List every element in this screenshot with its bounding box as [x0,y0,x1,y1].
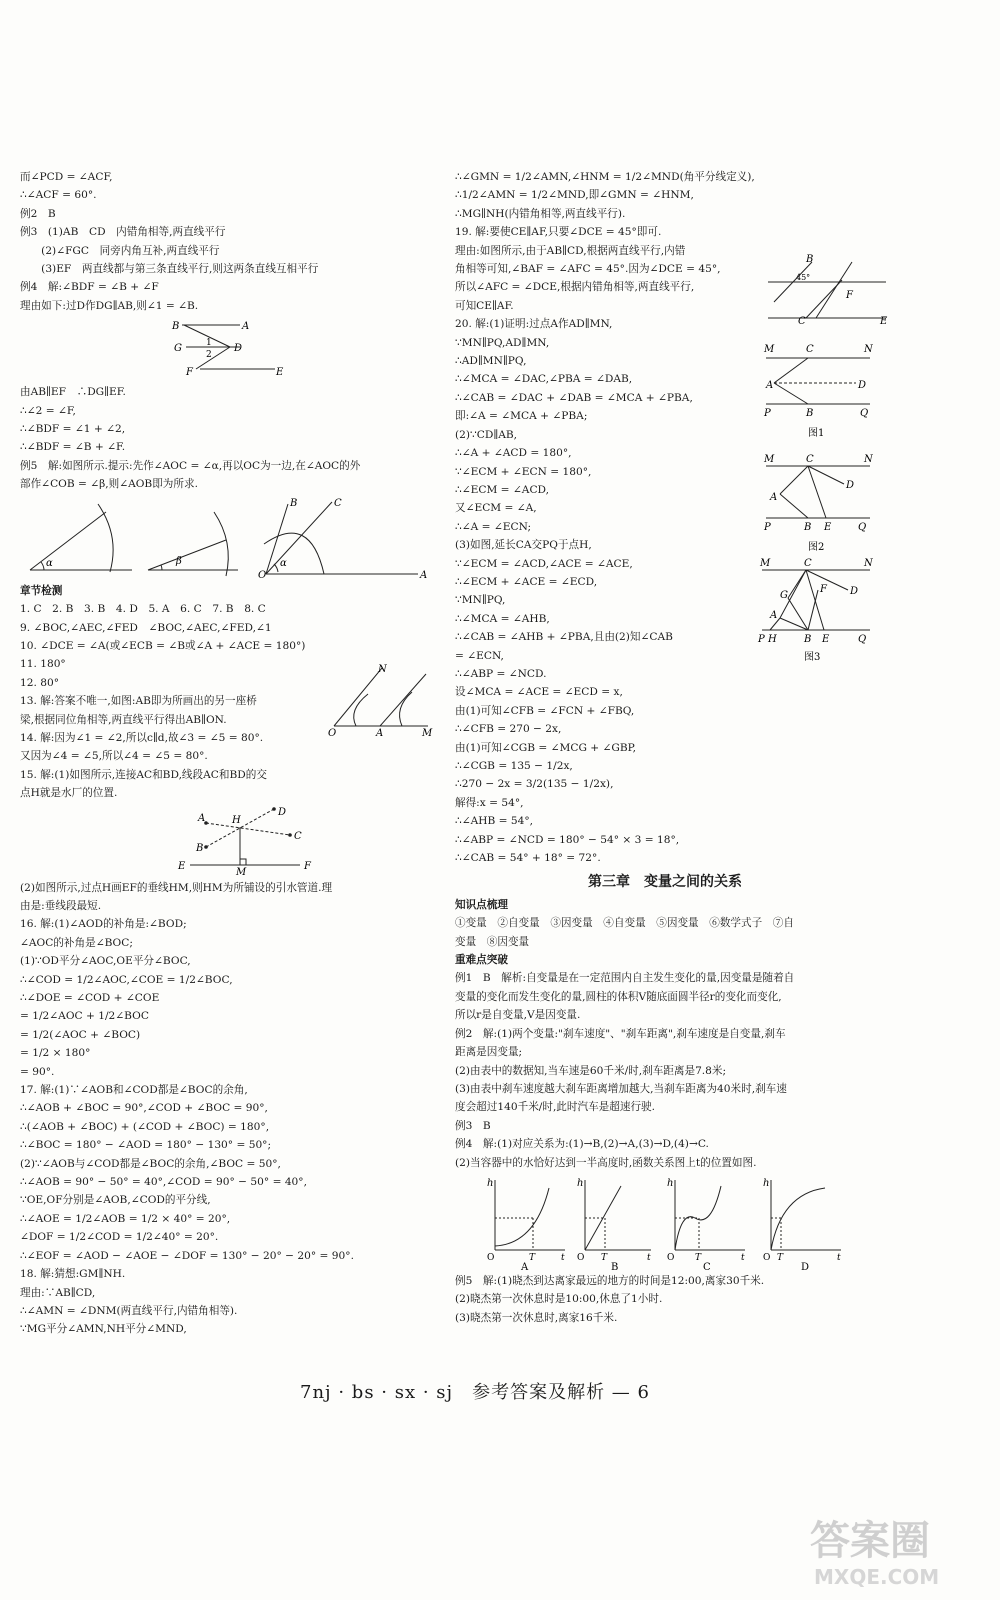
fig-label: D [801,1261,810,1270]
text-line: ∴MG∥NH(内错角相等,两直线平行). [455,207,626,220]
fig-label: C [806,454,814,465]
text-line: 13. 解:答案不唯一,如图:AB即为所画出的另一座桥 [20,695,257,708]
text-line: 重难点突破 [455,954,508,967]
fig-label: E [822,634,830,645]
text-line: 所以r是自变量,V是因变量. [455,1009,581,1022]
fig-label: B [290,497,298,509]
text-line: ∴∠BDF = ∠1 + ∠2, [20,423,126,436]
text-line: = 1/2∠AOC + 1/2∠BOC [20,1010,149,1023]
text-line: 理由:如图所示,由于AB∥CD,根据两直线平行,内错 [455,244,686,257]
fig-label: β [176,555,182,567]
text-line: ∴(∠AOB + ∠BOC) + (∠COD + ∠BOC) = 180°, [20,1120,270,1133]
text-line: 度会超过140千米/时,此时汽车是超速行驶. [455,1101,656,1114]
fig-label: A [376,728,384,738]
page-footer: 7nj · bs · sx · sj 参考答案及解析 — 6 [300,1382,650,1403]
text-line: 又因为∠4 = ∠5,所以∠4 = ∠5 = 80°. [20,750,208,763]
fig-label: α [46,557,53,569]
fig-label: t [837,1252,841,1263]
fig-label: C [798,316,806,327]
text-line: 例4 解:(1)对应关系为:(1)→B,(2)→A,(3)→D,(4)→C. [455,1138,709,1151]
text-line: 变量的变化而发生变化的量,圆柱的体积V随底面圆半径r的变化而变化, [455,990,782,1003]
fig-label: N [864,344,873,355]
text-line: 12. 80° [20,676,59,689]
text-line: ∴∠AOB + ∠BOC = 90°,∠COD + ∠BOC = 90°, [20,1102,268,1115]
text-line: 理由:∵AB∥CD, [20,1286,96,1299]
text-line: 11. 180° [20,658,66,671]
text-line: (2)如图所示,过点H画EF的垂线HM,则HM为所铺设的引水管道.理 [20,881,333,894]
fig-label: 1 [206,338,212,349]
watermark-logo [800,1510,990,1592]
text-line: ①变量 ②自变量 ③因变量 ④自变量 ⑤因变量 ⑥数学式子 ⑦自 [455,917,794,930]
fig-label: F [186,367,193,379]
text-line: ∴∠BOC = 180° − ∠AOD = 180° − 130° = 50°; [20,1139,272,1152]
text-line: ∴∠MCA = ∠DAC,∠PBA = ∠DAB, [455,373,633,386]
fig-label: Q [858,634,867,645]
figure-example4 [170,317,430,381]
text-line: (3)由表中刹车速度越大刹车距离增加越大,当刹车距离为40米时,刹车速 [455,1082,787,1095]
text-line: 18. 解:猜想:GM∥NH. [20,1268,126,1281]
text-line: (3)晓杰第一次休息时,离家16千米. [455,1311,618,1324]
fig-label: C [334,497,342,509]
text-line: 例5 解:(1)晓杰到达离家最远的地方的时间是12:00,离家30千米. [455,1274,765,1287]
fig-label: 图2 [808,542,825,553]
text-line: ∵∠ECM + ∠ECN = 180°, [455,465,592,478]
fig-label: T [601,1252,608,1263]
text-line: (1)∵OD平分∠AOC,OE平分∠BOC, [20,955,191,968]
fig-label: 2 [206,350,212,361]
fig-label: α [280,557,287,569]
text-line: ∴∠2 = ∠F, [20,404,76,417]
text-line: 例2 B [20,207,56,220]
text-line: ∠AOC的补角是∠BOC; [20,936,133,949]
fig-label: D [234,343,243,355]
fig-label: M [764,454,775,465]
text-line: ∴∠BDF = ∠B + ∠F. [20,441,126,454]
text-line: (2)晓杰第一次休息时是10:00,休息了1小时. [455,1293,663,1306]
text-line: 距离是因变量; [455,1046,523,1059]
fig-label: F [820,584,827,595]
fig-label: D [850,586,859,597]
text-line: 9. ∠BOC,∠AEC,∠FED ∠BOC,∠AEC,∠FED,∠1 [20,621,272,634]
text-line: ∠DOF = 1/2∠COD = 1/2∠40° = 20°. [20,1231,219,1244]
text-line: = 1/2(∠AOC + ∠BOC) [20,1028,141,1041]
text-line: 例1 B 解析:自变量是在一定范围内自主发生变化的量,因变量是随着自 [455,972,795,985]
text-line: ∴∠AMN = ∠DNM(两直线平行,内错角相等). [20,1304,238,1317]
fig-label: A [770,610,778,621]
text-line: 知识点梳理 [455,898,508,911]
fig-label: t [647,1252,651,1263]
fig-label: M [236,866,247,877]
text-line: 10. ∠DCE = ∠A(或∠ECB = ∠B或∠A + ∠ACE = 180°) [20,639,306,652]
left-column [20,168,440,1339]
fig-label: O [577,1252,585,1263]
fig-label: O [328,728,337,738]
text-line: 变量 ⑧因变量 [455,935,530,948]
fig-label: E [824,522,832,533]
text-line: 解得:x = 54°, [455,796,524,809]
text-line: 19. 解:要使CE∥AF,只要∠DCE = 45°即可. [455,226,662,239]
fig-label: P [764,522,771,533]
fig-label: B [172,321,180,333]
text-line: ∴∠CAB = ∠DAC + ∠DAB = ∠MCA + ∠PBA, [455,391,693,404]
text-line: 例3 (1)AB CD 内错角相等,两直线平行 [20,226,226,239]
fig-label: N [864,454,873,465]
fig-label: B [196,842,204,854]
text-line: 16. 解:(1)∠AOD的补角是:∠BOD; [20,918,187,931]
figure-20-3 [756,556,880,664]
text-line: ∴∠MCA = ∠AHB, [455,612,550,625]
fig-label: A [242,321,250,333]
fig-label: B [806,408,814,419]
fig-label: D [278,806,287,818]
fig-label: N [378,664,387,675]
text-line: ∴∠CAB = ∠AHB + ∠PBA,且由(2)知∠CAB [455,631,673,644]
fig-label: P [758,634,765,645]
fig-label: G [780,590,788,601]
chapter-title: 第三章 变量之间的关系 [588,874,742,891]
fig-label: A [770,492,778,503]
fig-label: O [763,1252,771,1263]
watermark-url: MXQE.COM [814,1565,940,1589]
fig-label: G [174,343,182,355]
fig-label: M [764,344,775,355]
text-line: 例2 解:(1)两个变量:"刹车速度"、"刹车距离",刹车速度是自变量,刹车 [455,1027,786,1040]
fig-label: A [521,1261,529,1270]
fig-label: O [258,569,267,580]
text-line: (2)∵CD∥AB, [455,428,518,441]
text-line: 而∠PCD = ∠ACF, [20,171,113,183]
text-line: 1. C 2. B 3. B 4. D 5. A 6. C 7. B 8. C [20,603,266,616]
text-line: ∴∠A + ∠ACD = 180°, [455,447,572,460]
fig-label: T [777,1252,784,1263]
text-line: (2)∵∠AOB与∠COD都是∠BOC的余角,∠BOC = 50°, [20,1157,281,1170]
fig-label: T [695,1252,702,1263]
fig-label: B [611,1261,619,1270]
text-line: ∴∠CGB = 135 − 1/2x, [455,760,573,772]
text-line: ∴∠ACF = 60°. [20,189,97,202]
text-line: ∴1/2∠AMN = 1/2∠MND,即∠GMN = ∠HNM, [455,189,694,202]
text-line: 由是:垂线段最短. [20,899,102,912]
text-line: ∴∠AOB = 90° − 50° = 40°,∠COD = 90° − 50° = 40°, [20,1176,307,1189]
fig-label: t [561,1252,565,1263]
text-line: ∴AD∥MN∥PQ, [455,355,527,368]
text-line: 章节检测 [20,584,63,597]
fig-label: h [763,1177,770,1189]
fig-label: C [806,344,814,355]
fig-label: M [760,558,771,569]
text-line: (3)EF 两直线都与第三条直线平行,则这两条直线互相平行 [20,263,319,276]
text-line: 15. 解:(1)如图所示,连接AC和BD,线段AC和BD的交 [20,768,267,781]
fig-label: F [846,290,853,301]
text-line: ∴∠AOE = 1/2∠AOB = 1/2 × 40° = 20°, [20,1212,231,1225]
fig-label: O [667,1252,675,1263]
fig-label: P [764,408,771,419]
fig-label: O [487,1252,495,1263]
fig-label: h [487,1177,494,1189]
text-line: ∴∠ABP = ∠NCD. [455,667,547,680]
text-line: 所以∠AFC = ∠DCE,根据内错角相等,两直线平行, [455,281,695,294]
fig-label: C [703,1261,711,1270]
text-line: = 1/2 × 180° [20,1047,91,1060]
text-line: 17. 解:(1)∵∠AOB和∠COD都是∠BOC的余角, [20,1084,248,1097]
text-line: (3)如图,延长CA交PQ于点H, [455,539,592,552]
fig-label: H [232,814,241,826]
text-line: ∴∠COD = 1/2∠AOC,∠COE = 1/2∠BOC, [20,973,233,986]
text-line: = ∠ECN, [455,649,504,662]
text-line: ∴∠ECM = ∠ACD, [455,483,550,496]
fig-label: t [741,1252,745,1263]
text-line: ∴∠EOF = ∠AOD − ∠AOE − ∠DOF = 130° − 20° − 20° = 90°. [20,1249,354,1262]
fig-label: D [846,480,855,491]
text-line: 20. 解:(1)证明:过点A作AD∥MN, [455,318,613,331]
text-line: ∴∠ABP = ∠NCD = 180° − 54° × 3 = 18°, [455,833,680,846]
figure-q15 [170,805,430,877]
fig-label: Q [858,522,867,533]
fig-label: E [276,367,284,379]
text-line: 点H就是水厂的位置. [20,787,118,800]
text-line: 理由如下:过D作DG∥AB,则∠1 = ∠B. [20,299,199,312]
fig-label: 图1 [808,428,825,439]
figure-q19 [762,252,892,332]
text-line: ∴∠CFB = 270 − 2x, [455,723,562,736]
fig-label: B [804,522,812,533]
fig-label: N [864,558,873,569]
figure-20-2 [760,450,880,554]
fig-label: 45° [796,273,811,282]
text-line: ∵∠ECM = ∠ACD,∠ACE = ∠ACE, [455,557,633,570]
text-line: ∴∠GMN = 1/2∠AMN,∠HNM = 1/2∠MND(角平分线定义), [455,171,755,183]
fig-label: 图3 [804,652,821,663]
text-line: ∵OE,OF分别是∠AOB,∠COD的平分线, [20,1194,211,1207]
text-line: 即:∠A = ∠MCA + ∠PBA; [455,410,588,423]
fig-label: H [768,634,777,645]
fig-label: E [880,316,888,327]
text-line: ∴∠CAB = 54° + 18° = 72°. [455,852,601,865]
text-line: (2)由表中的数据知,当车速是60千米/时,刹车距离是7.8米; [455,1064,727,1077]
fig-label: A [420,569,428,580]
text-line: 例5 解:如图所示.提示:先作∠AOC = ∠α,再以OC为一边,在∠AOC的外 [20,459,361,472]
text-line: 由AB∥EF ∴DG∥EF. [20,386,126,399]
text-line: (2)∠FGC 同旁内角互补,两直线平行 [20,244,220,257]
text-line: 设∠MCA = ∠ACE = ∠ECD = x, [455,686,623,699]
fig-label: h [577,1177,584,1189]
fig-label: B [804,634,812,645]
fig-label: T [529,1252,536,1263]
text-line: 梁,根据同位角相等,两直线平行得出AB∥ON. [20,713,227,726]
text-line: ∴∠DOE = ∠COD + ∠COE [20,992,160,1004]
text-line: 由(1)可知∠CGB = ∠MCG + ∠GBP, [455,741,637,754]
fig-label: F [304,860,311,872]
fig-label: B [806,254,814,265]
text-line: 14. 解:因为∠1 = ∠2,所以c∥d,故∠3 = ∠5 = 80°. [20,731,264,744]
text-line: = 90°. [20,1065,55,1078]
text-line: ∴∠AHB = 54°, [455,815,534,828]
fig-label: h [667,1177,674,1189]
text-line: ∴∠A = ∠ECN; [455,520,532,533]
figure-20-1 [760,340,880,440]
text-line: ∴∠ECM + ∠ACE = ∠ECD, [455,575,598,588]
fig-label: Q [860,408,869,419]
watermark-title: 答案圈 [810,1518,930,1564]
text-line: ∴270 − 2x = 3/2(135 − 1/2x), [455,778,614,791]
fig-label: D [858,380,867,391]
text-line: ∵MN∥PQ, [455,594,506,607]
text-line: 角相等可知,∠BAF = ∠AFC = 45°.因为∠DCE = 45°, [455,263,721,276]
text-line: 又∠ECM = ∠A, [455,502,537,515]
text-line: 例3 B [455,1119,491,1132]
text-line: ∵MN∥PQ,AD∥MN, [455,336,550,349]
text-line: 例4 解:∠BDF = ∠B + ∠F [20,281,159,294]
fig-label: A [198,812,206,824]
figure-graphs [455,1174,875,1270]
fig-label: C [804,558,812,569]
figure-example5 [20,496,440,580]
text-line: 部作∠COB = ∠β,则∠AOB即为所求. [20,478,198,491]
text-line: (2)当容器中的水恰好达到一半高度时,函数关系图上t的位置如图. [455,1156,757,1169]
text-line: ∵MG平分∠AMN,NH平分∠MND, [20,1323,187,1336]
fig-label: C [294,830,302,842]
fig-label: M [422,728,433,738]
text-line: 由(1)可知∠CFB = ∠FCN + ∠FBQ, [455,704,635,717]
figure-q13 [328,664,440,738]
fig-label: E [178,860,186,872]
fig-label: A [766,380,774,391]
text-line: 可知CE∥AF. [455,299,514,312]
